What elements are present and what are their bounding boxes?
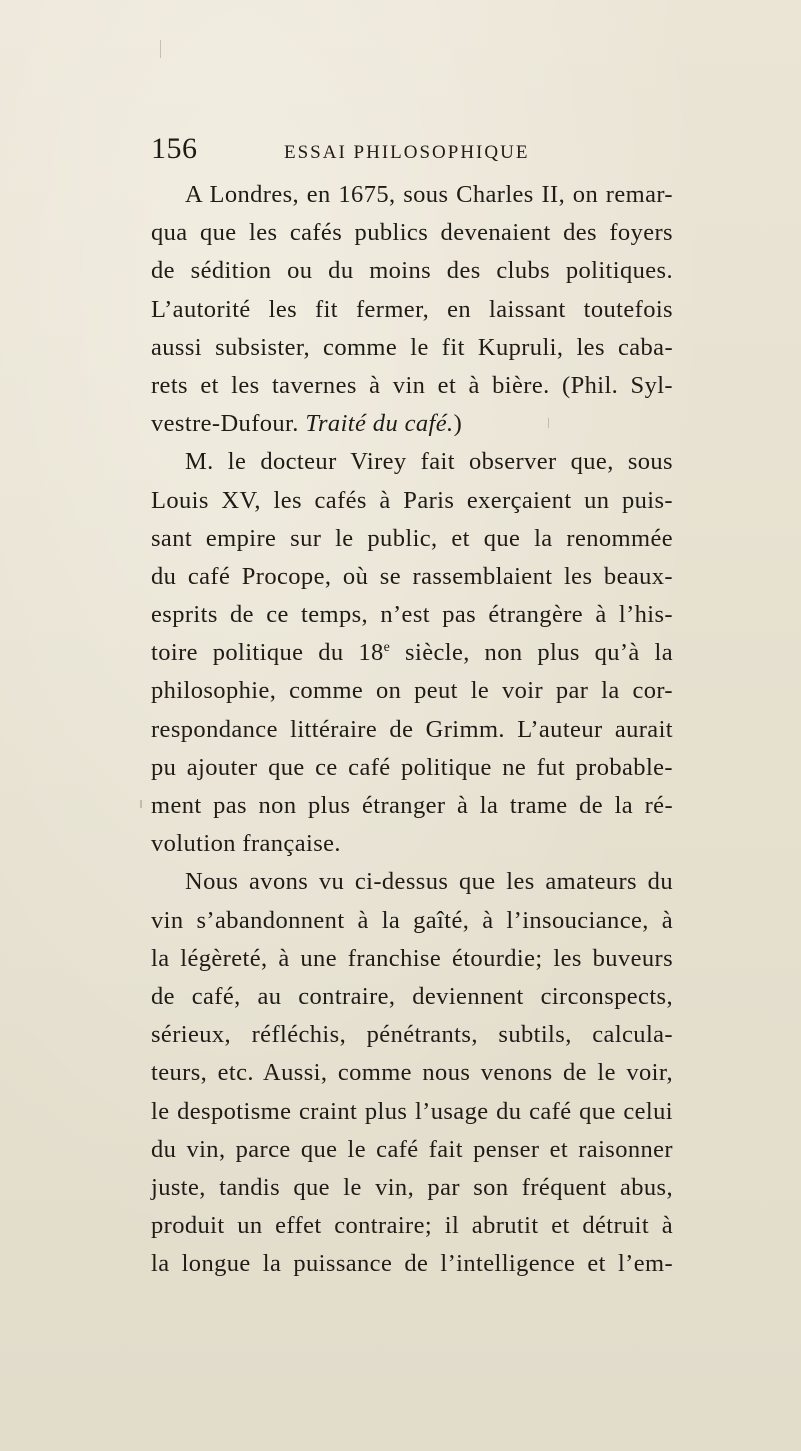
text-line: rets et les tavernes à vin et à bière. (Phil. Syl- (151, 371, 673, 399)
text-line: la légèreté, à une franchise étourdie; les buveurs (151, 944, 673, 972)
running-head (151, 132, 671, 172)
text-line: philosophie, comme on peut le voir par la cor- (151, 677, 673, 705)
page-number: 156 (151, 132, 198, 165)
text-line: du café Procope, où se rassemblaient les beaux- (151, 562, 673, 590)
text-line (151, 634, 673, 672)
text-fragment: siècle, non plus qu’à la (390, 639, 673, 667)
text-line: M. le docteur Virey fait observer que, sous (185, 448, 673, 476)
paper-speck (140, 800, 142, 808)
text-line: du vin, parce que le café fait penser et raisonner (151, 1135, 673, 1163)
running-title: ESSAI PHILOSOPHIQUE (284, 142, 530, 163)
text-line: la longue la puissance de l’intelligence et l’em- (151, 1250, 673, 1278)
text-line: esprits de ce temps, n’est pas étrangère à l’his- (151, 601, 673, 629)
text-line: pu ajouter que ce café politique ne fut probable- (151, 753, 673, 781)
text-line: vin s’abandonnent à la gaîté, à l’insouciance, à (151, 906, 673, 934)
text-fragment: toire politique du 18 (151, 639, 384, 667)
text-line: de café, au contraire, deviennent circonspects, (151, 982, 673, 1010)
text-line: respondance littéraire de Grimm. L’auteur aurait (151, 715, 673, 743)
text-line (151, 405, 673, 443)
text-line: sérieux, réfléchis, pénétrants, subtils, calcula- (151, 1021, 673, 1049)
text-line: aussi subsister, comme le fit Kupruli, les caba- (151, 333, 673, 361)
text-line: volution française. (151, 830, 341, 858)
text-line: teurs, etc. Aussi, comme nous venons de le voir, (151, 1059, 673, 1087)
text-line: Nous avons vu ci-dessus que les amateurs du (185, 868, 673, 896)
body-text (151, 176, 673, 1283)
text-line: A Londres, en 1675, sous Charles II, on remar- (185, 181, 673, 208)
text-line: le despotisme craint plus l’usage du café que celui (151, 1097, 673, 1125)
paper-speck (160, 40, 161, 58)
text-fragment: vestre-Dufour. (151, 410, 306, 438)
text-line: juste, tandis que le vin, par son fréquent abus, (151, 1173, 673, 1201)
text-line: L’autorité les fit fermer, en laissant toutefois (151, 295, 673, 323)
text-fragment: ) (453, 410, 463, 438)
text-line: produit un effet contraire; il abrutit et détruit à (151, 1212, 673, 1240)
text-line: qua que les cafés publics devenaient des foyers (151, 219, 673, 247)
text-line: Louis XV, les cafés à Paris exerçaient un puis- (151, 486, 673, 514)
book-title: Traité du café. (305, 410, 454, 438)
text-line: ment pas non plus étranger à la trame de la ré- (151, 792, 673, 819)
text-line: de sédition ou du moins des clubs politiques. (151, 257, 673, 285)
superscript: e (383, 640, 391, 656)
text-line: sant empire sur le public, et que la renommée (151, 524, 673, 552)
